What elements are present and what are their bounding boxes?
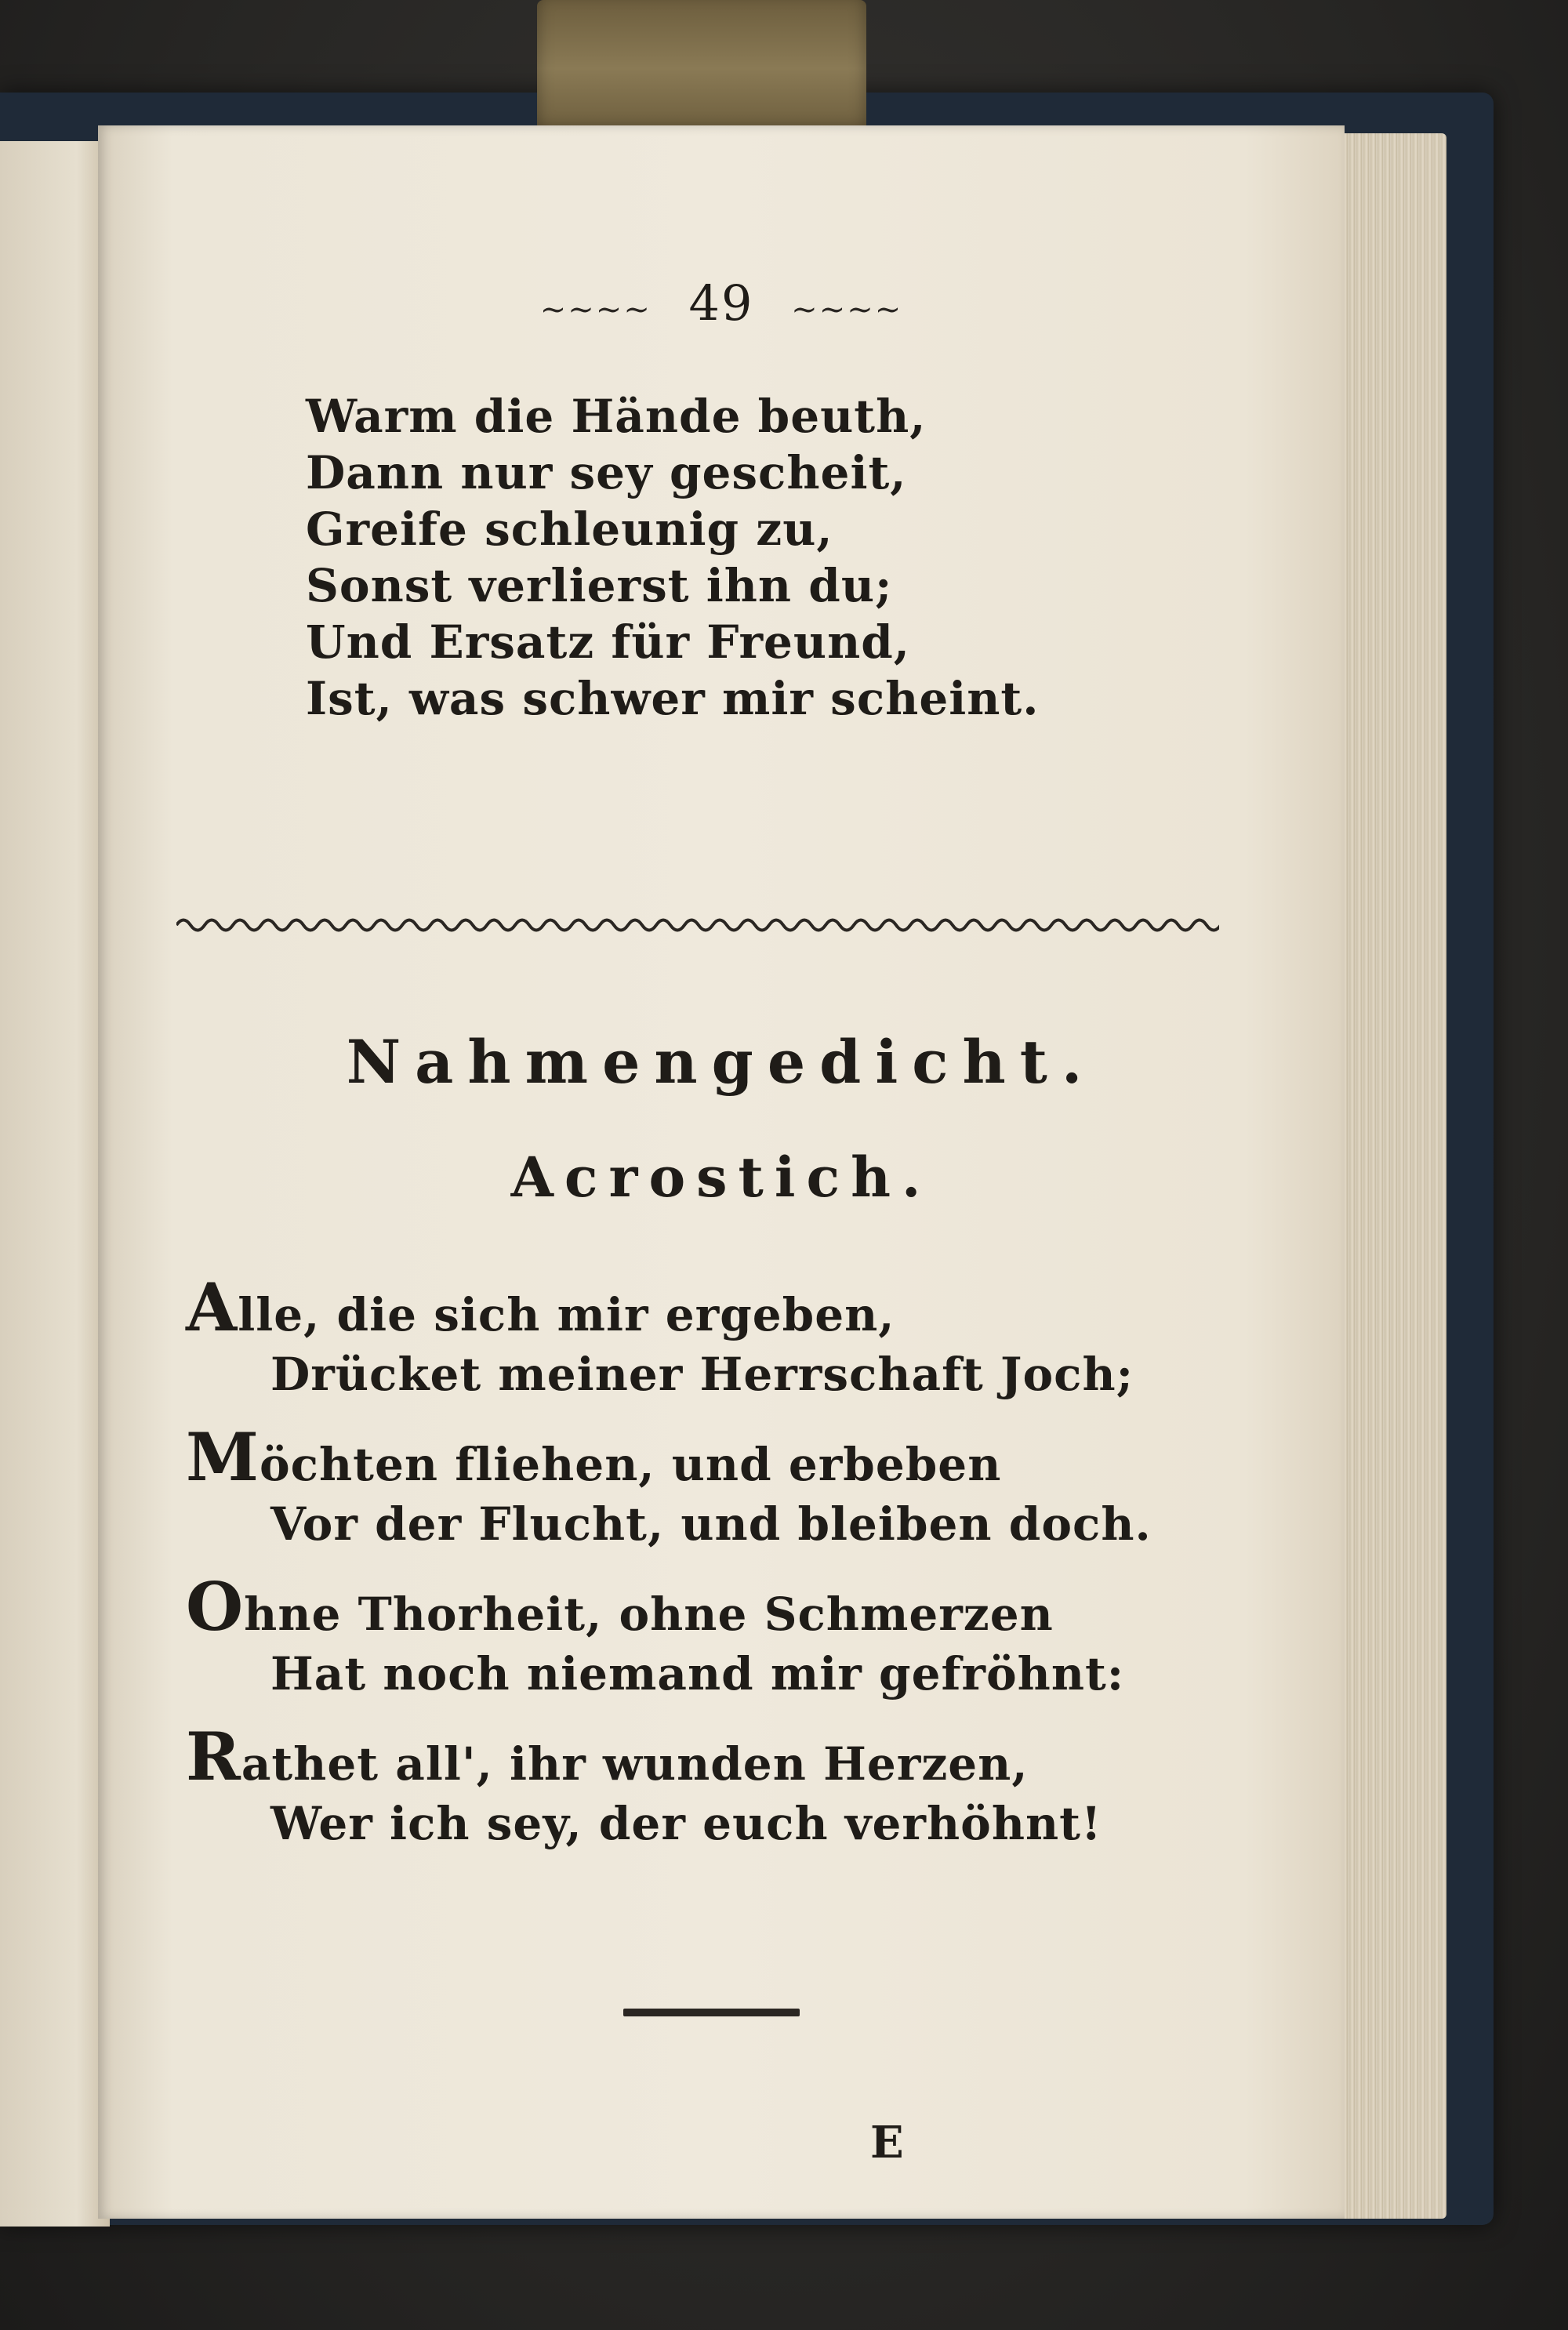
stanza bbox=[186, 1568, 1152, 1704]
page-number: 49 bbox=[688, 274, 754, 332]
end-rule bbox=[623, 2009, 800, 2016]
book-page bbox=[98, 125, 1345, 2219]
line-text: hne Thorheit, ohne Schmerzen bbox=[244, 1588, 1054, 1641]
stanza-line-second: Hat noch niemand mir gefröhnt: bbox=[270, 1647, 1125, 1700]
acrostic-initial: O bbox=[186, 1568, 245, 1646]
stanza bbox=[186, 1268, 1152, 1404]
acrostic-poem bbox=[186, 1268, 1152, 1877]
poem-subtitle: Acrostich. bbox=[510, 1145, 932, 1210]
page-header bbox=[98, 274, 1345, 332]
stanza-line-first bbox=[186, 1268, 1152, 1346]
verse-line: Dann nur sey gescheit, bbox=[306, 446, 907, 499]
flourish-right: ~~~~ bbox=[791, 292, 903, 328]
catchword: E bbox=[870, 2117, 904, 2168]
line-text: lle, die sich mir ergeben, bbox=[238, 1288, 895, 1341]
verse-line: Greife schleunig zu, bbox=[306, 503, 833, 556]
wavy-divider bbox=[176, 913, 1219, 937]
flourish-left: ~~~~ bbox=[539, 292, 652, 328]
verse-block bbox=[306, 388, 1039, 727]
verse-line: Und Ersatz für Freund, bbox=[306, 615, 910, 669]
acrostic-initial: A bbox=[186, 1268, 238, 1346]
stanza-line-second: Drücket meiner Herrschaft Joch; bbox=[270, 1348, 1134, 1401]
stanza-line-second: Vor der Flucht, und bleiben doch. bbox=[270, 1497, 1152, 1551]
line-text: athet all', ihr wunden Herzen, bbox=[241, 1737, 1029, 1791]
stanza bbox=[186, 1418, 1152, 1554]
stanza-line-first bbox=[186, 1718, 1152, 1795]
poem-title: Nahmengedicht. bbox=[346, 1027, 1097, 1097]
verse-line: Ist, was schwer mir scheint. bbox=[306, 672, 1040, 725]
acrostic-initial: M bbox=[186, 1418, 260, 1496]
stanza bbox=[186, 1718, 1152, 1853]
left-page-edge bbox=[0, 141, 110, 2227]
line-text: öchten fliehen, und erbeben bbox=[259, 1438, 1002, 1491]
verse-line: Sonst verlierst ihn du; bbox=[306, 559, 893, 612]
stanza-line-first bbox=[186, 1568, 1152, 1646]
verse-line: Warm die Hände beuth, bbox=[306, 390, 927, 443]
acrostic-initial: R bbox=[186, 1718, 241, 1795]
stanza-line-first bbox=[186, 1418, 1152, 1496]
bookmark-ribbon bbox=[537, 0, 866, 137]
stanza-line-second: Wer ich sey, der euch verhöhnt! bbox=[270, 1797, 1102, 1850]
